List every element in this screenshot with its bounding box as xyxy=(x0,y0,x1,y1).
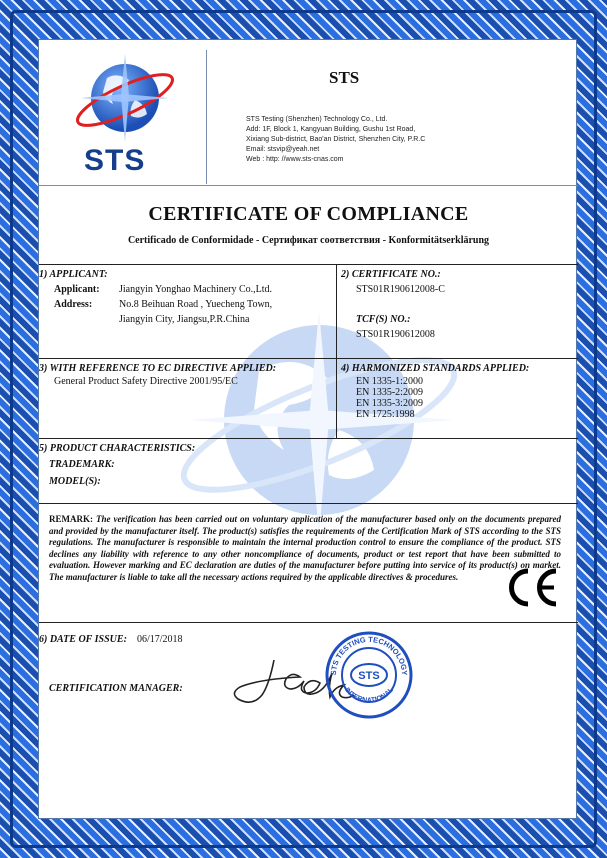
certification-manager-label: CERTIFICATION MANAGER: xyxy=(49,683,183,694)
remark-label: REMARK: xyxy=(49,514,93,524)
tcf-label: TCF(S) NO.: xyxy=(356,314,411,325)
standard-item: EN 1335-2:2009 xyxy=(356,387,423,398)
remark-text xyxy=(49,514,561,583)
grid-row-3 xyxy=(39,438,578,439)
remark-body: The verification has been carried out on voluntary application of the manufacturer based only on the documents prepared and provided by the manufacturer itself. The product(s) satisfies the requirements of the Certification Mark of STS according to the STS regulations. The manufacturer is responsible to maintain the internal production control to ensure the compliance of the product. STS declines any liability with reference to any other noncompliance of documents, product or test report that have been submitted to evaluation. However marking and EC declaration are duties of the manufacturer before putting into service of its product(s) on market. The manufacturer is liable to take all the necessary actions required by the applicable directives & procedures. xyxy=(49,514,561,582)
certificate-subtitle: Certificado de Conformidade - Сертификат соответствия - Konformitätserklärung xyxy=(127,235,490,246)
grid-row-2 xyxy=(39,358,578,359)
svg-text:STS TESTING TECHNOLOGY: STS TESTING TECHNOLOGY xyxy=(328,634,410,676)
address-line-2: Jiangyin City, Jiangsu,P.R.China xyxy=(119,314,250,325)
company-name: STS Testing (Shenzhen) Technology Co., Ltd. xyxy=(246,116,388,123)
issue-date-label: 6) DATE OF ISSUE: xyxy=(39,634,127,645)
company-address-2: Xixiang Sub-district, Bao'an District, Shenzhen City, P.R.C xyxy=(246,136,426,143)
directive-value: General Product Safety Directive 2001/95/EC xyxy=(54,376,238,387)
standard-item: EN 1335-1:2000 xyxy=(356,376,423,387)
company-web: Web : http: //www.sts-cnas.com xyxy=(246,156,344,163)
applicant-value: Jiangyin Yonghao Machinery Co.,Ltd. xyxy=(119,284,273,295)
grid-row-4 xyxy=(39,503,578,504)
watermark-globe-icon xyxy=(169,310,469,540)
svg-text:STS: STS xyxy=(358,670,380,682)
trademark-label: TRADEMARK: xyxy=(49,459,115,470)
brand-name: STS xyxy=(329,68,360,87)
company-info xyxy=(246,115,425,165)
sts-seal-icon xyxy=(324,630,414,720)
address-key: Address: xyxy=(54,299,93,310)
issue-date-value: 06/17/2018 xyxy=(137,634,183,645)
grid-mid-vertical-1 xyxy=(336,264,337,438)
svg-text:INTERNATIONAL: INTERNATIONAL xyxy=(342,686,396,705)
directive-label: 3) WITH REFERENCE TO EC DIRECTIVE APPLIED: xyxy=(39,363,277,374)
applicant-label: 1) APPLICANT: xyxy=(39,269,108,280)
standards-label: 4) HARMONIZED STANDARDS APPLIED: xyxy=(341,363,530,374)
certificate-title: CERTIFICATE OF COMPLIANCE xyxy=(148,203,469,225)
ce-mark-icon xyxy=(504,565,564,610)
company-email: Email: stsvip@yeah.net xyxy=(246,146,320,153)
applicant-key: Applicant: xyxy=(54,284,100,295)
grid-row-5 xyxy=(39,622,578,623)
tcf-number: STS01R190612008 xyxy=(356,329,435,340)
header-divider xyxy=(206,50,207,184)
certificate-paper xyxy=(38,39,577,819)
logo-text: STS xyxy=(84,144,146,177)
grid-top xyxy=(39,264,578,265)
standard-item: EN 1725:1998 xyxy=(356,409,415,420)
model-label: MODEL(S): xyxy=(49,476,101,487)
certificate-no-label: 2) CERTIFICATE NO.: xyxy=(341,269,441,280)
address-line-1: No.8 Beihuan Road , Yuecheng Town, xyxy=(119,299,273,310)
standard-item: EN 1335-3:2009 xyxy=(356,398,423,409)
header-separator xyxy=(39,185,578,186)
company-address-1: Add: 1F, Block 1, Kangyuan Building, Gushu 1st Road, xyxy=(246,126,416,133)
certificate-number: STS01R190612008-C xyxy=(356,284,445,295)
product-label: 5) PRODUCT CHARACTERISTICS: xyxy=(39,443,196,454)
